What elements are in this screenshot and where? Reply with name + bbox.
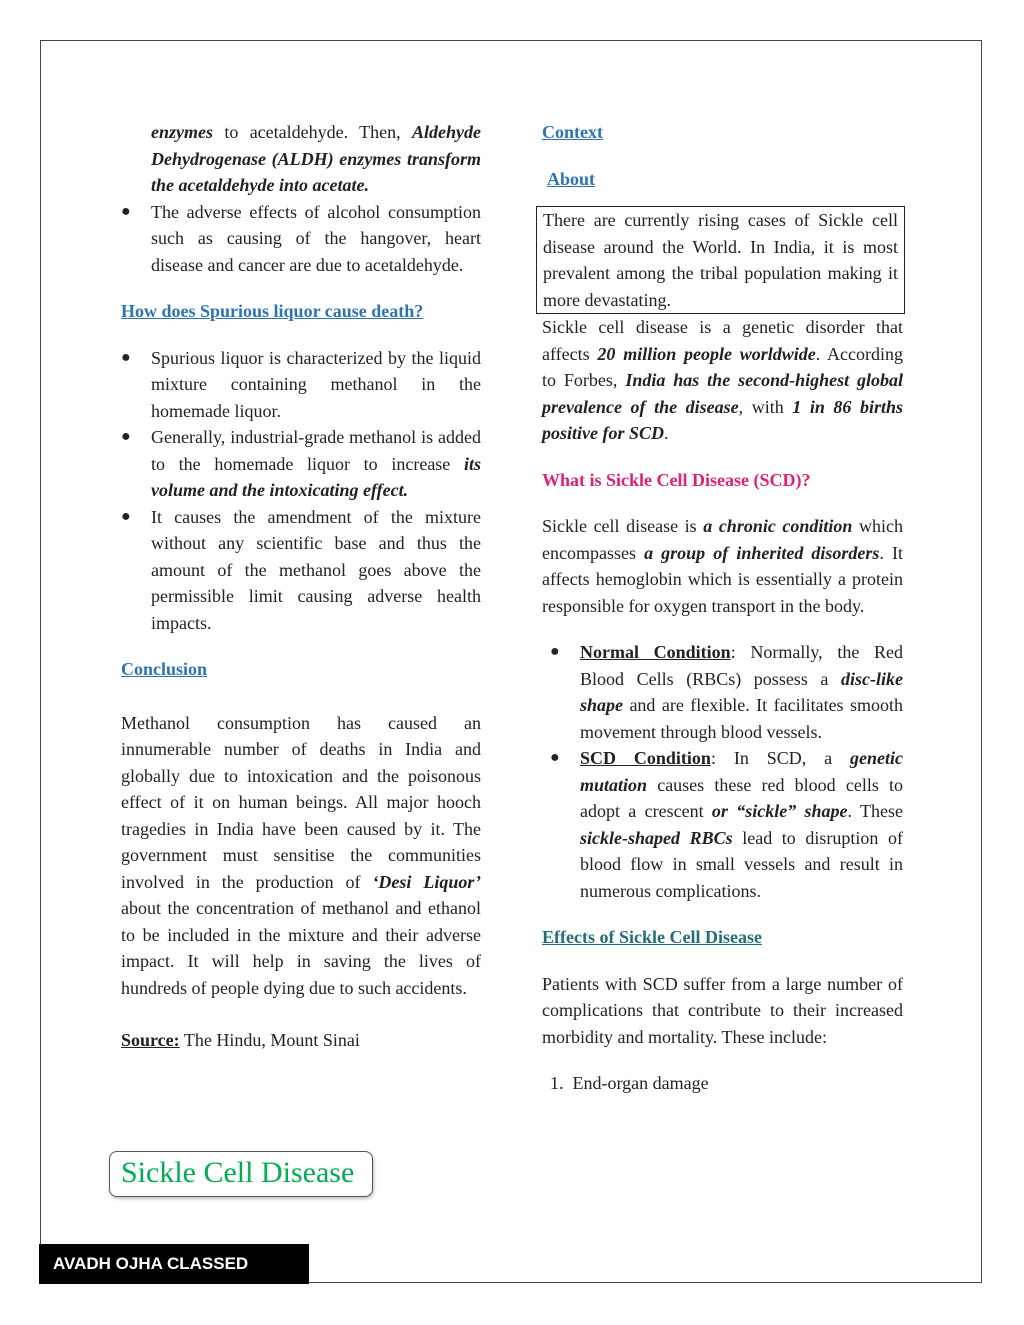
intro-paragraph xyxy=(542,314,903,447)
p-emphasis: a group of inherited disorders xyxy=(644,542,880,563)
normal-condition-item xyxy=(542,639,903,745)
bullet-icon: ● xyxy=(550,643,560,660)
p-emphasis: disc-like shape xyxy=(580,668,903,715)
bullet-icon: ● xyxy=(121,507,131,525)
p-text: : Normally, the Red Blood Cells (RBCs) possess a xyxy=(580,642,903,689)
bullet-text: Spurious liquor is characterized by the liquid mixture containing methanol in the homemade liquor. xyxy=(151,347,481,421)
footer-banner: AVADH OJHA CLASSED xyxy=(39,1244,309,1284)
bullet-text: It causes the amendment of the mixture without any scientific base and thus the amount of the methanol goes above the permissible limit causing adverse health impacts. xyxy=(151,506,481,633)
adverse-list xyxy=(121,199,481,279)
p-text: . These xyxy=(847,801,904,821)
p-emphasis: 1 in 86 births positive for SCD xyxy=(542,396,903,443)
aldh-text: Aldehyde Dehydrogenase (ALDH) enzymes transform the acetaldehyde into acetate. xyxy=(151,122,481,195)
source-text: The Hindu, Mount Sinai xyxy=(179,1030,360,1050)
p-emphasis: sickle-shaped RBCs xyxy=(580,827,733,848)
section-title-box xyxy=(109,1151,373,1197)
highlight-box xyxy=(536,206,905,314)
scd-label: SCD Condition xyxy=(580,748,711,768)
effects-paragraph: Patients with SCD suffer from a large number of complications that contribute to their increased morbidity and mortality. These include: xyxy=(542,973,903,1047)
conclusion-text: about the concentration of methanol and ethanol to be included in the mixture and their adverse impact. It will help in saving the lives of hundreds of people dying due to such accidents. xyxy=(121,898,481,998)
p-emphasis: a chronic condition xyxy=(703,516,853,536)
p-text: Sickle cell disease is a genetic disorder that affects xyxy=(542,317,903,364)
source-label: Source: xyxy=(121,1030,180,1050)
bullet-icon: ● xyxy=(121,348,131,366)
p-text: . According to Forbes, xyxy=(542,343,904,390)
p-text: Sickle cell disease is xyxy=(542,516,704,536)
p-emphasis: or “sickle” shape xyxy=(711,801,848,821)
list-item xyxy=(542,1070,903,1097)
p-text: causes these red blood cells to adopt a crescent xyxy=(580,774,903,821)
bullet-text: The adverse effects of alcohol consumption such as causing of the hangover, heart disease and cancer are due to acetaldehyde. xyxy=(151,201,481,275)
conclusion-text: Methanol consumption has caused an innumerable number of deaths in India and globally due to intoxication and the poisonous effect of it on human beings. All major hooch tragedies in India have been caused by it. The government must sensitise the communities involved in the production of xyxy=(121,712,481,892)
normal-label: Normal Condition xyxy=(580,642,731,662)
list-item xyxy=(121,424,481,504)
bullet-icon: ● xyxy=(121,428,131,445)
list-item-text: End-organ damage xyxy=(572,1073,709,1093)
bullet-text: Generally, industrial-grade methanol is added to the homemade liquor to increase xyxy=(151,427,481,474)
section-title: Sickle Cell Disease xyxy=(121,1156,355,1189)
intro-paragraph xyxy=(121,119,481,199)
conclusion-heading[interactable]: Conclusion xyxy=(121,659,208,679)
enzymes-text: enzymes xyxy=(151,122,213,142)
scd-condition-item xyxy=(542,745,903,904)
list-item xyxy=(121,199,481,279)
box-text: There are currently rising cases of Sickle cell disease around the World. In India, it is most prevalent among the tribal population making it more devastating. xyxy=(543,210,898,310)
p-text: . It affects hemoglobin which is essentially a protein responsible for oxygen transport in the body. xyxy=(542,542,903,616)
p-emphasis: genetic mutation xyxy=(580,748,903,795)
about-link[interactable]: About xyxy=(547,168,596,189)
p-emphasis: India has the second-highest global prevalence of the disease xyxy=(542,370,904,417)
what-heading: What is Sickle Cell Disease (SCD)? xyxy=(542,469,811,490)
how-heading[interactable]: How does Spurious liquor cause death? xyxy=(121,301,424,321)
list-number: 1. xyxy=(550,1073,564,1093)
p-text: : In SCD, a xyxy=(710,748,851,768)
left-column xyxy=(121,119,481,1054)
list-item xyxy=(121,345,481,425)
bullet-icon: ● xyxy=(121,202,131,220)
intro-text: to acetaldehyde. Then, xyxy=(213,122,412,142)
right-column xyxy=(542,119,903,1097)
p-text: . xyxy=(664,423,669,443)
source-line xyxy=(121,1027,481,1054)
list-item xyxy=(121,504,481,637)
conclusion-paragraph xyxy=(121,710,481,1002)
desi-liquor-text: ‘Desi Liquor’ xyxy=(372,871,481,892)
p-text: which encompasses xyxy=(542,516,903,563)
bullet-emphasis: its volume and the intoxicating effect. xyxy=(151,453,481,500)
context-link[interactable]: Context xyxy=(542,122,603,142)
what-paragraph xyxy=(542,513,903,619)
p-text: lead to disruption of blood flow in small vessels and result in numerous complications. xyxy=(580,827,903,901)
bullet-icon: ● xyxy=(550,749,560,766)
spurious-list xyxy=(121,345,481,637)
effects-heading[interactable]: Effects of Sickle Cell Disease xyxy=(542,927,762,947)
p-text: and are flexible. It facilitates smooth movement through blood vessels. xyxy=(580,695,903,742)
p-text: , with xyxy=(738,396,793,417)
p-emphasis: 20 million people worldwide xyxy=(597,343,816,364)
